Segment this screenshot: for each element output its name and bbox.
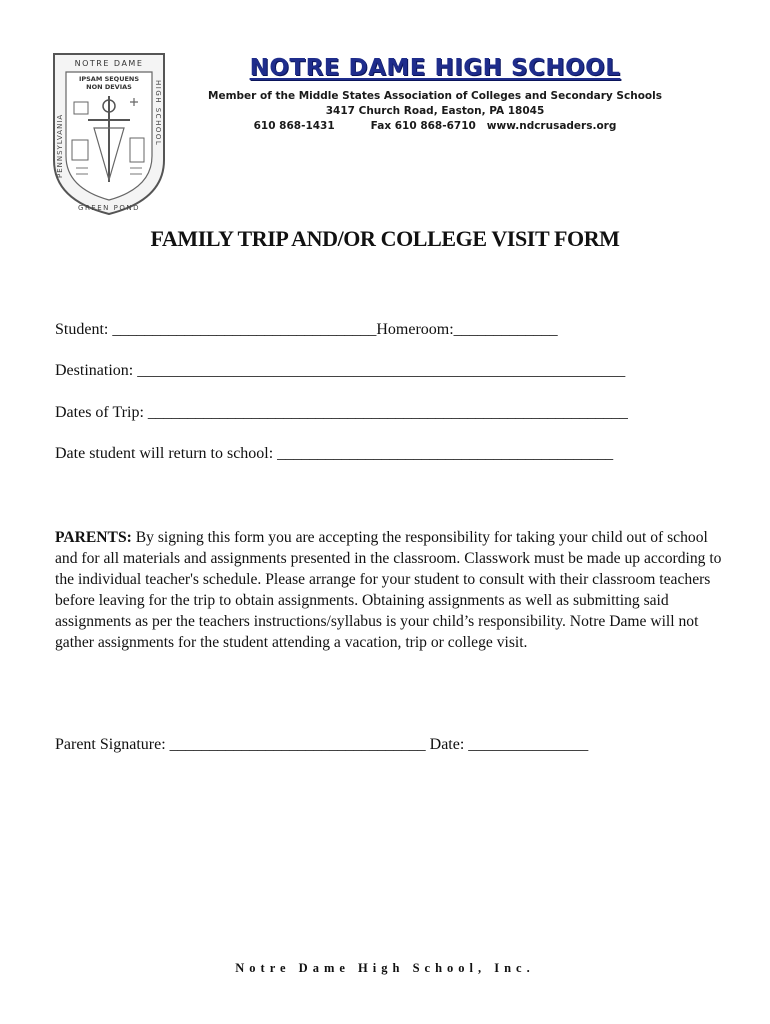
phone-number: 610 868-1431 [253, 120, 335, 132]
svg-text:NON DEVIAS: NON DEVIAS [86, 83, 132, 91]
parents-statement [55, 527, 730, 653]
footer-org-name: Notre Dame High School, Inc. [235, 961, 535, 975]
parents-label: PARENTS: [55, 529, 132, 546]
dates-of-trip-field[interactable]: Dates of Trip: ____________________________________________________________ [55, 404, 628, 421]
school-name: NOTRE DAME HIGH SCHOOL [249, 55, 621, 81]
parent-signature-date-field[interactable]: Parent Signature: ________________________________ Date: _______________ [55, 736, 589, 753]
svg-text:GREEN POND: GREEN POND [78, 204, 140, 212]
svg-text:HIGH SCHOOL: HIGH SCHOOL [154, 80, 162, 147]
form-title: FAMILY TRIP AND/OR COLLEGE VISIT FORM [150, 226, 620, 251]
svg-text:PENNSYLVANIA: PENNSYLVANIA [56, 113, 64, 178]
contact-line [200, 119, 670, 134]
svg-text:IPSAM SEQUENS: IPSAM SEQUENS [78, 75, 140, 83]
membership-line: Member of the Middle States Association of Colleges and Secondary Schools [208, 90, 662, 102]
svg-text:NOTRE DAME: NOTRE DAME [74, 59, 144, 68]
address-line: 3417 Church Road, Easton, PA 18045 [325, 105, 545, 117]
letterhead [200, 55, 670, 134]
website-url: www.ndcrusaders.org [486, 120, 617, 132]
return-date-field[interactable]: Date student will return to school: __________________________________________ [55, 445, 614, 462]
school-crest-logo [50, 50, 168, 218]
parents-text: By signing this form you are accepting the responsibility for taking your child out of school and for all materials and assignments presented in the classroom. Classwork must be made up according to the individual teacher's schedule. Please arrange for your student to consult with their classroom teachers before leaving for the trip to obtain assignments. Obtaining assignments as well as submitting said assignments as per the teachers instructions/syllabus is your child’s responsibility. Notre Dame will not gather assignments for the student attending a vacation, trip or college visit. [55, 529, 722, 651]
destination-field[interactable]: Destination: _____________________________________________________________ [55, 362, 626, 379]
student-homeroom-field[interactable]: Student: _________________________________Homeroom:_____________ [55, 321, 558, 338]
fax-number: Fax 610 868-6710 [370, 120, 476, 132]
